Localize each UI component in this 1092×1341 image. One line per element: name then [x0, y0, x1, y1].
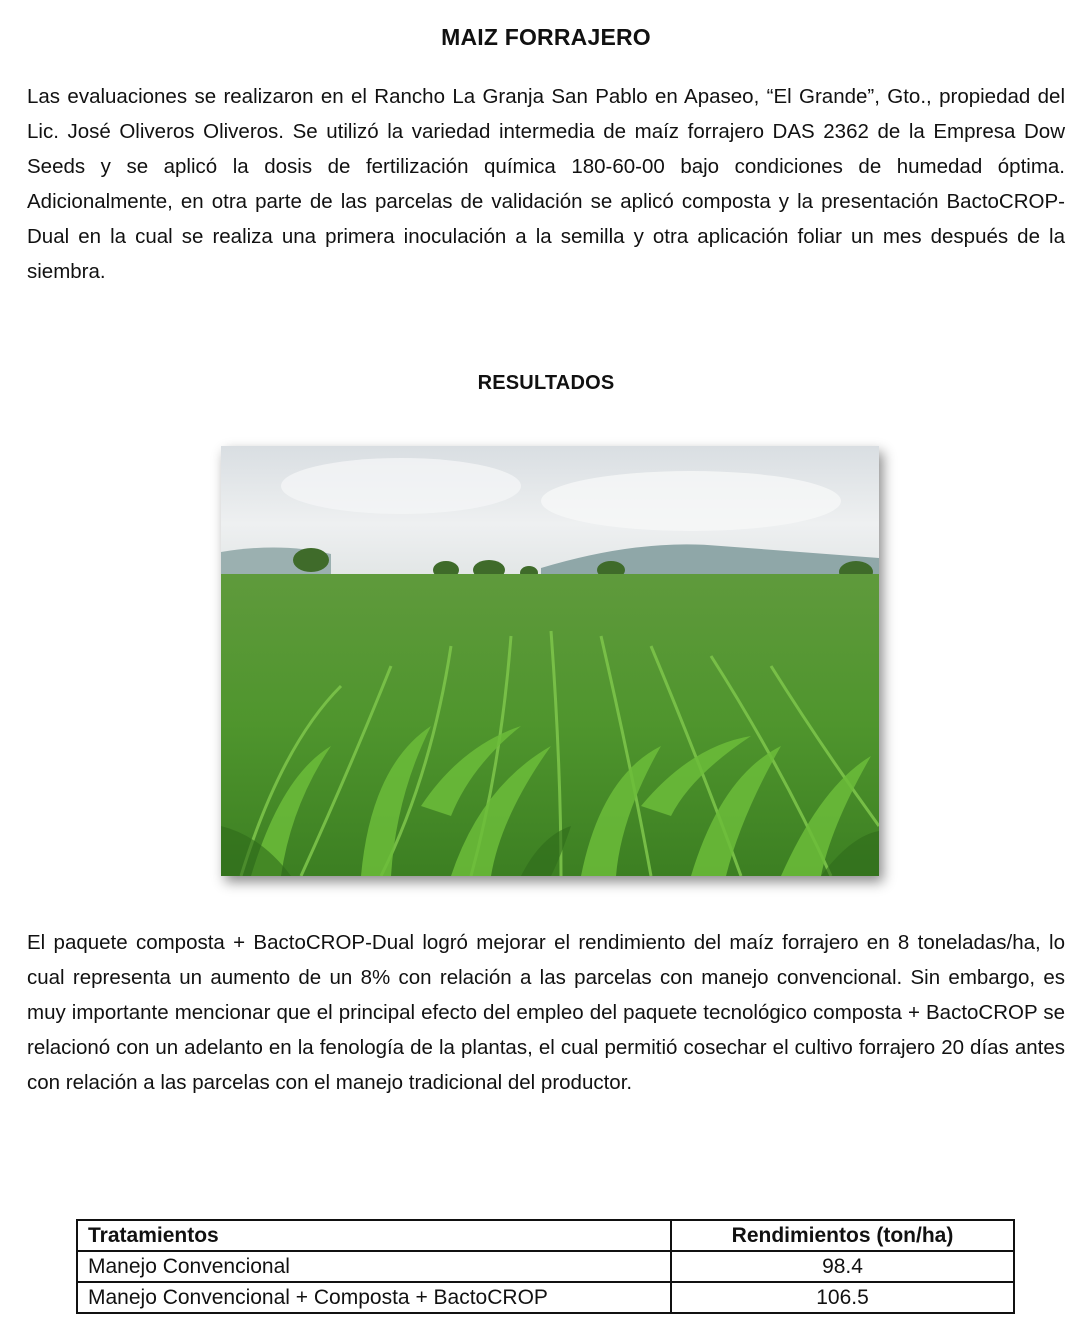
- table-row: [77, 1282, 1014, 1313]
- table-header-row: [77, 1220, 1014, 1251]
- crop-field: [221, 574, 879, 876]
- yield-table: [76, 1219, 1015, 1314]
- yield-cell: 98.4: [671, 1251, 1014, 1282]
- page-title: MAIZ FORRAJERO: [441, 24, 651, 50]
- treatment-cell: Manejo Convencional + Composta + BactoCROP: [77, 1282, 671, 1313]
- cornfield-photo: [221, 446, 879, 876]
- header-yields: Rendimientos (ton/ha): [671, 1220, 1014, 1251]
- cornfield-illustration: [221, 446, 879, 876]
- yield-cell: 106.5: [671, 1282, 1014, 1313]
- results-heading: RESULTADOS: [477, 372, 615, 394]
- intro-paragraph: Las evaluaciones se realizaron en el Rancho La Granja San Pablo en Apaseo, “El Grande”, Gto., propiedad del Lic. José Oliveros Oliveros. Se utilizó la variedad intermedia de maíz forrajero DAS 2362 de la Empresa Dow Seeds y se aplicó la dosis de fertilización química 180-60-00 bajo condiciones de humedad óptima. Adicionalmente, en otra parte de las parcelas de validación se aplicó composta y la presentación BactoCROP-Dual en la cual se realiza una primera inoculación a la semilla y otra aplicación foliar un mes después de la siembra.: [27, 85, 1065, 283]
- results-paragraph: El paquete composta + BactoCROP-Dual logró mejorar el rendimiento del maíz forrajero en 8 toneladas/ha, lo cual representa un aumento de un 8% con relación a las parcelas con manejo convencional. Sin embargo, es muy importante mencionar que el principal efecto del empleo del paquete tecnológico composta + BactoCROP se relacionó con un adelanto en la fenología de la plantas, el cual permitió cosechar el cultivo forrajero 20 días antes con relación a las parcelas con el manejo tradicional del productor.: [27, 931, 1065, 1094]
- table-row: [77, 1251, 1014, 1282]
- treatment-cell: Manejo Convencional: [77, 1251, 671, 1282]
- header-treatments: Tratamientos: [77, 1220, 671, 1251]
